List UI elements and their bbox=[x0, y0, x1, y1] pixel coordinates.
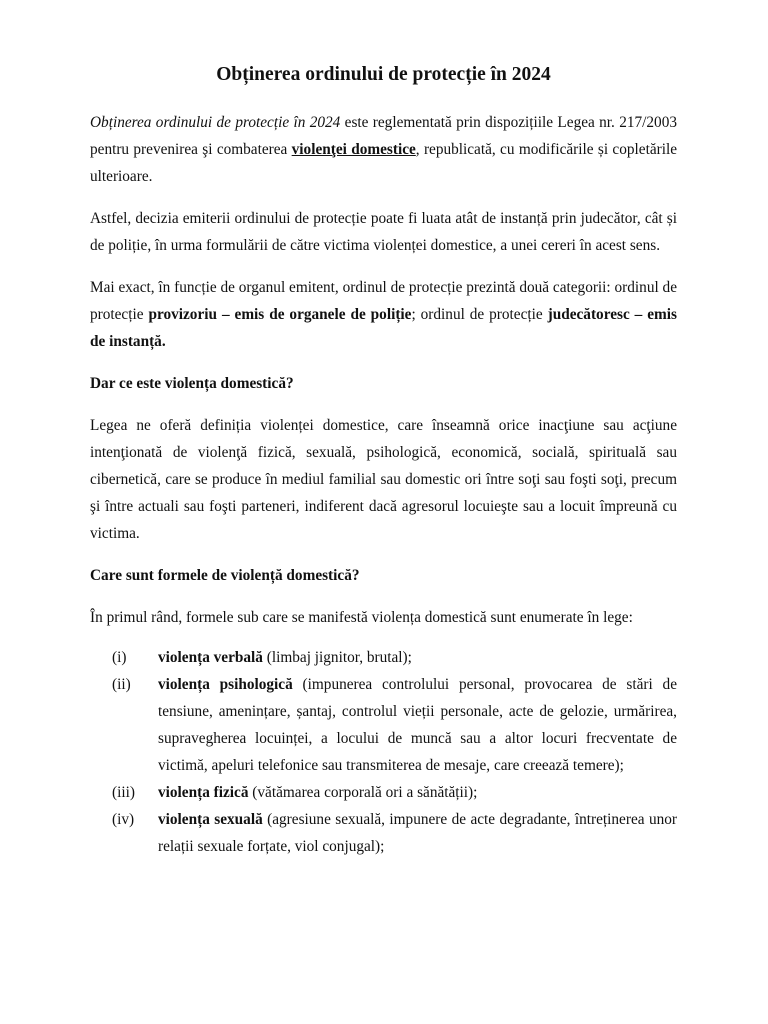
intro-italic-lead: Obținerea ordinului de protecție în 2024 bbox=[90, 114, 341, 131]
forms-list bbox=[90, 644, 677, 860]
list-item bbox=[90, 671, 677, 779]
list-item-term: violența fizică bbox=[158, 784, 249, 801]
list-item bbox=[90, 806, 677, 860]
document-title: Obținerea ordinului de protecție în 2024 bbox=[216, 64, 551, 85]
list-item-description: (limbaj jignitor, brutal); bbox=[262, 649, 412, 666]
judicial-order-term: judecătoresc – emis de instanță. bbox=[90, 306, 677, 350]
list-item-description: (vătămarea corporală ori a sănătății); bbox=[248, 784, 478, 801]
list-item-description: (impunerea controlului personal, provocarea de stări de tensiune, amenințare, șantaj, controlul vieții personale, acte de gelozie, urmărirea, supravegherea locuinței, a locului de muncă sau a altor locuri frecventate de victimă, apeluri telefonice sau transmiterea de mesaje, care creează temere); bbox=[158, 676, 677, 774]
issuance-paragraph: Astfel, decizia emiterii ordinului de protecție poate fi luata atât de instanță prin judecător, cât și de poliție, în urma formulării de către victima violenței domestice, a unei cereri în acest sens. bbox=[90, 210, 677, 254]
list-item-number: (iv) bbox=[112, 811, 135, 828]
section-heading-definition: Dar ce este violența domestică? bbox=[90, 375, 294, 392]
list-item-number: (iii) bbox=[112, 784, 135, 801]
intro-text-a: este reglementată prin dispozițiile Legea nr. 217/2003 pentru prevenirea şi combaterea bbox=[90, 114, 678, 158]
list-item-term: violența verbală bbox=[158, 649, 263, 666]
list-item-number: (i) bbox=[112, 649, 127, 666]
list-item-description: (agresiune sexuală, impunere de acte degradante, întreținerea unor relații sexuale forțate, viol conjugal); bbox=[158, 811, 677, 855]
categories-text-b: ; ordinul de protecție bbox=[411, 306, 548, 323]
list-item-number: (ii) bbox=[112, 676, 131, 693]
list-item bbox=[90, 779, 677, 806]
categories-paragraph bbox=[90, 274, 677, 355]
list-item-term: violența psihologică bbox=[158, 676, 293, 693]
list-item-term: violența sexuală bbox=[158, 811, 263, 828]
list-item bbox=[90, 644, 677, 671]
provisional-order-term: provizoriu – emis de organele de poliție bbox=[148, 306, 412, 323]
intro-text-b: , republicată, cu modificările și copletările ulterioare. bbox=[90, 141, 677, 185]
domestic-violence-term: violenţei domestice bbox=[291, 141, 416, 158]
forms-intro-paragraph: În primul rând, formele sub care se manifestă violența domestică sunt enumerate în lege: bbox=[90, 609, 633, 626]
definition-paragraph: Legea ne oferă definiția violenței domestice, care înseamnă orice inacţiune sau acţiune intenţionată de violenţă fizică, sexuală, psihologică, economică, socială, spirituală sau cibernetică, care se produce în mediul familial sau domestic ori între soţi sau foşti soţi, precum şi între actuali sau foşti parteneri, indiferent dacă agresorul locuieşte sau a locuit împreună cu victima. bbox=[90, 417, 677, 542]
categories-text-a: Mai exact, în funcție de organul emitent, ordinul de protecție prezintă două categorii: ordinul de protecție bbox=[90, 279, 677, 323]
intro-paragraph bbox=[90, 109, 677, 190]
section-heading-forms: Care sunt formele de violență domestică? bbox=[90, 567, 360, 584]
